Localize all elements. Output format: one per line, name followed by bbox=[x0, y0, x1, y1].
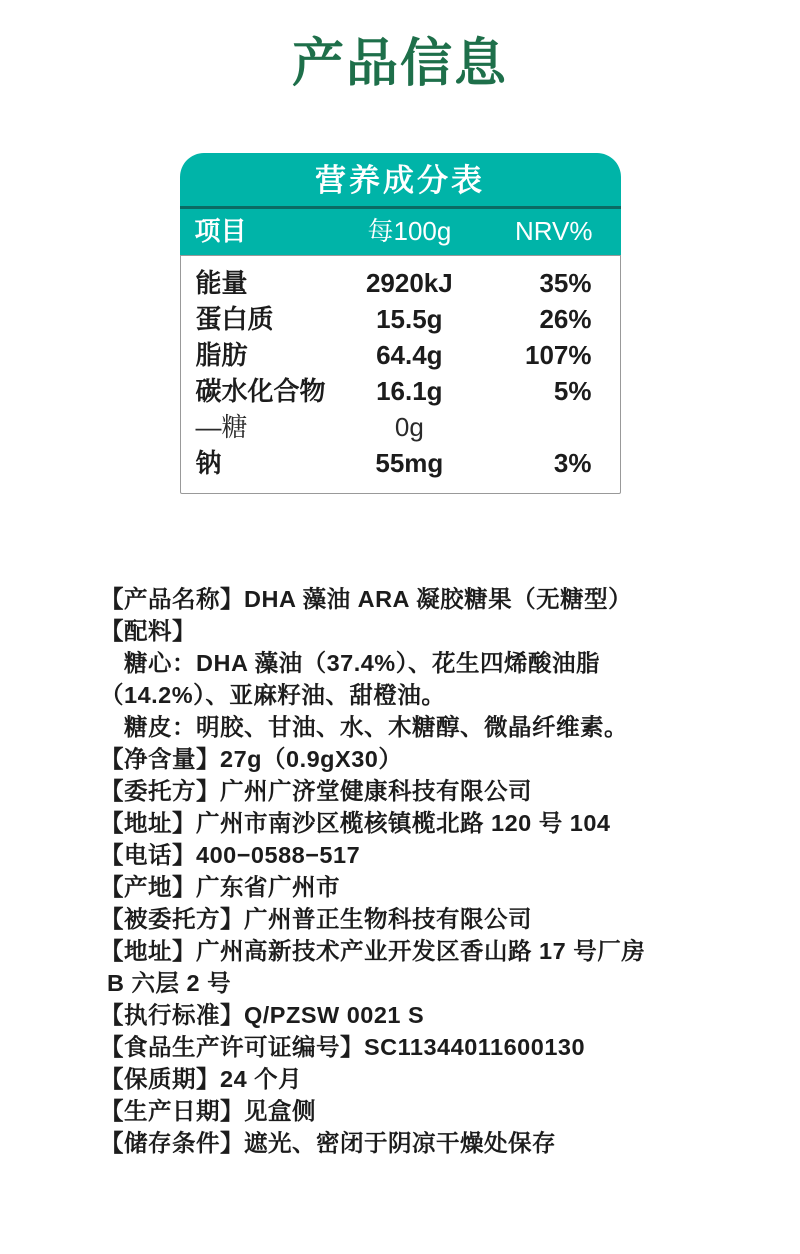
detail-line-8: 【电话】400−0588−517 bbox=[100, 842, 361, 868]
detail-line-6: 【委托方】广州广济堂健康科技有限公司 bbox=[100, 778, 532, 804]
nutrient-value: 15.5g bbox=[376, 304, 443, 334]
nutrition-table-title: 营养成分表 bbox=[180, 153, 621, 209]
detail-line-13: 【执行标准】Q/PZSW 0021 S bbox=[100, 1002, 425, 1028]
detail-line-10: 【被委托方】广州普正生物科技有限公司 bbox=[100, 906, 532, 932]
nutrition-column-headers bbox=[180, 209, 621, 255]
detail-line-11: 【地址】广州高新技术产业开发区香山路 17 号厂房 bbox=[100, 938, 646, 964]
column-header-per-100g: 每100g bbox=[367, 216, 452, 246]
column-header-item: 项目 bbox=[194, 216, 247, 246]
detail-line-14: 【食品生产许可证编号】SC11344011600130 bbox=[100, 1034, 586, 1060]
nutrition-row-3 bbox=[196, 373, 592, 409]
detail-line-16: 【生产日期】见盒侧 bbox=[100, 1098, 316, 1124]
detail-line-17: 【储存条件】遮光、密闭于阴凉干燥处保存 bbox=[100, 1130, 556, 1156]
nutrition-table-body bbox=[180, 255, 621, 494]
page-title: 产品信息 bbox=[291, 35, 508, 93]
nutrient-name: 蛋白质 bbox=[195, 304, 274, 334]
nutrition-row-2 bbox=[196, 337, 592, 373]
detail-line-4: 糖皮：明胶、甘油、水、木糖醇、微晶纤维素。 bbox=[100, 714, 628, 740]
nutrition-row-1 bbox=[196, 301, 592, 337]
nutrient-name: 钠 bbox=[195, 448, 222, 478]
nutrient-value: 55mg bbox=[375, 448, 444, 478]
nutrient-value: 2920kJ bbox=[365, 268, 453, 298]
detail-line-7: 【地址】广州市南沙区榄核镇榄北路 120 号 104 bbox=[100, 810, 611, 836]
nutrient-value: 64.4g bbox=[376, 340, 443, 370]
detail-line-3: （14.2%）、亚麻籽油、甜橙油。 bbox=[100, 682, 446, 708]
nutrient-name: 碳水化合物 bbox=[195, 376, 326, 406]
detail-line-12: B 六层 2 号 bbox=[100, 970, 232, 996]
nutrient-name: 脂肪 bbox=[195, 340, 248, 370]
detail-line-2: 糖心：DHA 藻油（37.4%）、花生四烯酸油脂 bbox=[100, 650, 600, 676]
nutrition-facts-table bbox=[180, 153, 621, 494]
nutrient-name: —糖 bbox=[195, 412, 248, 442]
detail-line-9: 【产地】广东省广州市 bbox=[100, 874, 340, 900]
nutrition-table-header bbox=[180, 153, 621, 255]
detail-line-0: 【产品名称】DHA 藻油 ARA 凝胶糖果（无糖型） bbox=[100, 586, 633, 612]
nutrient-nrv: 5% bbox=[553, 376, 592, 406]
nutrient-nrv: 3% bbox=[553, 448, 592, 478]
nutrient-value: 16.1g bbox=[376, 376, 443, 406]
product-info-page bbox=[0, 36, 800, 1159]
nutrient-nrv: 107% bbox=[524, 340, 592, 370]
detail-line-15: 【保质期】24 个月 bbox=[100, 1066, 303, 1092]
nutrient-value: 0g bbox=[394, 412, 424, 442]
detail-line-5: 【净含量】27g（0.9gX30） bbox=[100, 746, 403, 772]
nutrition-row-0 bbox=[196, 265, 592, 301]
nutrition-row-4 bbox=[196, 409, 592, 445]
nutrition-row-5 bbox=[196, 445, 592, 481]
product-details-text bbox=[100, 583, 800, 1159]
nutrient-nrv: 26% bbox=[539, 304, 592, 334]
nutrient-nrv: 35% bbox=[539, 268, 592, 298]
column-header-nrv-percent: NRV% bbox=[514, 216, 593, 246]
nutrient-name: 能量 bbox=[195, 268, 248, 298]
detail-line-1: 【配料】 bbox=[100, 618, 196, 644]
